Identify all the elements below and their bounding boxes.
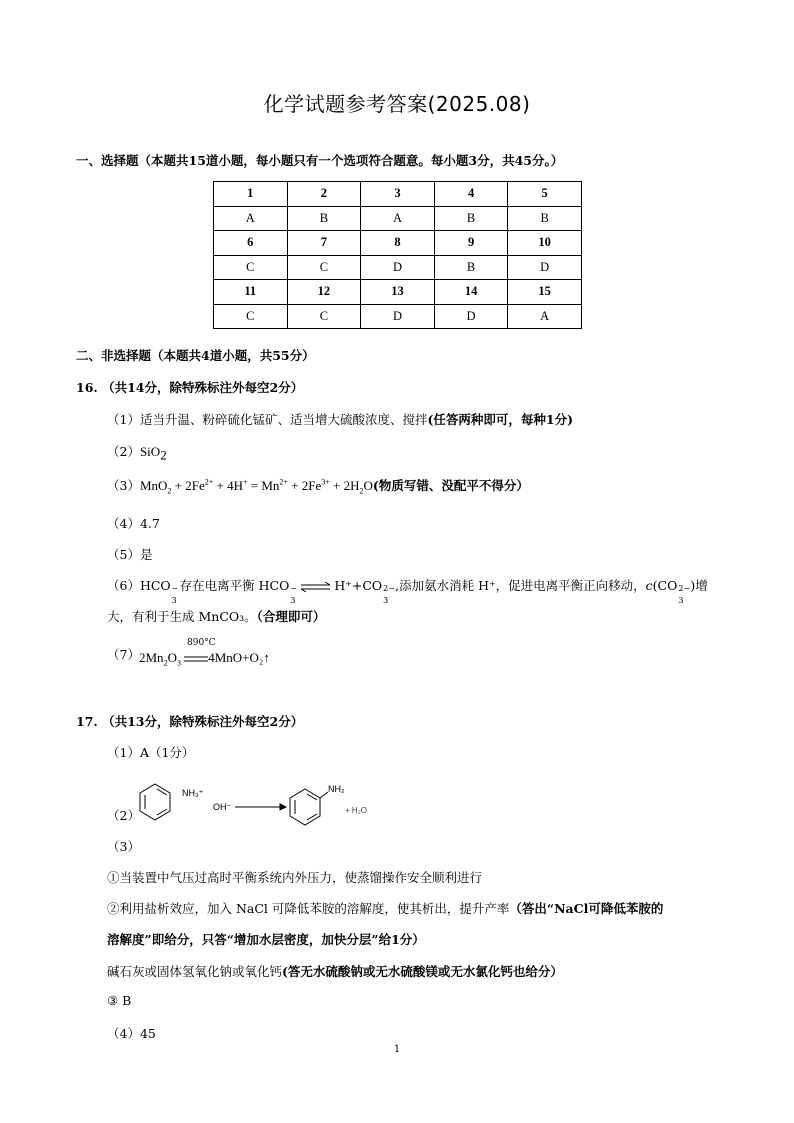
question-number-row	[214, 182, 582, 207]
q16-a7-lhs: 2Mn	[139, 650, 164, 665]
q17-dry-note: (答无水硫酸钠或无水硫酸镁或无水氯化钙也给分）	[282, 964, 563, 979]
q16-answer-1	[107, 410, 573, 428]
equals-sign-icon	[184, 655, 208, 663]
question-number-cell: 10	[508, 231, 582, 256]
q17-answer-3-1: ①当装置中气压过高时平衡系统内外压力，使蒸馏操作安全顺利进行	[107, 870, 483, 885]
q16-answer-5: （5）是	[107, 547, 153, 562]
q16-a6-co3-open: (CO	[652, 578, 678, 593]
q16-a3-label: （3）	[107, 478, 140, 493]
q16-a2-formula: SiO	[139, 444, 161, 459]
product-nh2-label: NH₂	[328, 784, 345, 794]
q16-answer-2	[107, 442, 167, 464]
q17-answer-drying-agent	[107, 962, 563, 980]
page-title: 化学试题参考答案(2025.08)	[263, 92, 531, 116]
answer-cell: A	[508, 304, 582, 329]
q16-a6-increase: )增	[690, 578, 708, 593]
q16-answer-3	[107, 476, 529, 496]
q16-a6-explanation: ,添加氨水消耗 H⁺，促进电离平衡正向移动，	[395, 578, 646, 593]
answer-row	[214, 206, 582, 231]
answer-row	[214, 255, 582, 280]
section2-heading: 二、非选择题（本题共4道小题，共55分）	[76, 348, 315, 363]
question-number-cell: 9	[434, 231, 508, 256]
question-number-row	[214, 231, 582, 256]
section1-heading: 一、选择题（本题共15道小题，每小题只有一个选项符合题意。每小题3分，共45分。）	[76, 153, 564, 168]
reaction-scheme-figure	[135, 776, 385, 836]
q16-a2-label: （2）	[107, 444, 140, 459]
q16-a6-line2-text: 大，有利于生成 MnCO₃。	[107, 609, 257, 624]
q17-answer-3-label: （3）	[107, 839, 140, 854]
q16-a6-note: （合理即可）	[256, 609, 326, 624]
reactant-oh-label: OH⁻	[213, 802, 232, 812]
q17-a3-2-note-a: （答出“NaCl可降低苯胺的	[509, 901, 664, 916]
q16-answer-7-label: （7）	[107, 647, 140, 662]
page-number: 1	[393, 1044, 401, 1055]
question-number-cell: 7	[287, 231, 361, 256]
q16-a3-equation: $MnO_2 + 2Fe^{2+} + 4H^+ = Mn^{2+} + 2Fe^{3+} + 2H_2O$	[139, 477, 373, 496]
question-number-row	[214, 280, 582, 305]
q16-a7-rhs: 4MnO+O₂↑	[208, 650, 270, 665]
equilibrium-arrow-icon	[300, 582, 332, 592]
q17-heading: 17. （共13分，除特殊标注外每空2分）	[76, 714, 304, 729]
question-number-cell: 6	[214, 231, 288, 256]
benzene-ring-reactant-icon	[140, 784, 170, 820]
question-number-cell: 8	[361, 231, 435, 256]
question-number-cell: 15	[508, 280, 582, 305]
answer-cell: C	[287, 255, 361, 280]
question-number-cell: 4	[434, 182, 508, 207]
question-number-cell: 2	[287, 182, 361, 207]
question-number-cell: 1	[214, 182, 288, 207]
q16-heading: 16. （共14分，除特殊标注外每空2分）	[76, 380, 304, 395]
product-water-label: + H₂O	[345, 806, 367, 815]
q16-a6-hco3: （6）HCO	[107, 578, 171, 593]
answer-cell: C	[214, 304, 288, 329]
reaction-arrow-icon	[235, 804, 286, 810]
answer-cell: C	[287, 304, 361, 329]
answer-cell: A	[214, 206, 288, 231]
answer-cell: D	[434, 304, 508, 329]
answer-cell: A	[361, 206, 435, 231]
q16-answer-4: （4）4.7	[107, 516, 160, 531]
q17-answer-4: （4）45	[107, 1026, 156, 1041]
answer-cell: B	[508, 206, 582, 231]
answer-cell: B	[434, 206, 508, 231]
q17-answer-3-2-line1	[107, 899, 663, 917]
question-number-cell: 14	[434, 280, 508, 305]
q16-a6-concentration-symbol: c	[645, 578, 653, 593]
reactant-nh3-label: NH₃⁺	[182, 788, 204, 798]
q16-a7-condition: 890°C	[187, 638, 216, 648]
q17-answer-2-label: （2）	[107, 808, 140, 823]
answer-cell: C	[214, 255, 288, 280]
q16-answer-7-equation: $2Mn_2O_3$ 4MnO+O₂↑	[139, 650, 270, 668]
q16-a6-products: H⁺+CO	[334, 578, 383, 593]
answer-cell: D	[361, 255, 435, 280]
q16-a2-sub: 2	[160, 447, 167, 463]
q17-a3-2-text: ②利用盐析效应，加入 NaCl 可降低苯胺的溶解度，使其析出，提升产率	[107, 901, 510, 916]
q16-a1-note: (任答两种即可，每种1分)	[427, 412, 573, 427]
q16-a3-note: (物质写错、没配平不得分）	[372, 478, 529, 493]
answer-cell: D	[508, 255, 582, 280]
question-number-cell: 13	[361, 280, 435, 305]
q16-answer-6-line1: （6）HCO − 3 存在电离平衡 HCO − 3 H⁺+CO 2− 3 ,添加氨水消耗 H⁺，促进电离平衡正向移动，c(CO 2− 3 )增	[107, 578, 708, 605]
answer-row	[214, 304, 582, 329]
q17-answer-3-3: ③ B	[107, 993, 132, 1008]
q17-answer-1: （1）A（1分）	[107, 745, 195, 760]
question-number-cell: 3	[361, 182, 435, 207]
answer-cell: D	[361, 304, 435, 329]
question-number-cell: 11	[214, 280, 288, 305]
answer-cell: B	[287, 206, 361, 231]
q17-dry-text: 碱石灰或固体氢氧化钠或氧化钙	[107, 964, 283, 979]
answer-table	[213, 181, 582, 329]
q16-a6-equilibrium-text: 存在电离平衡 HCO	[179, 578, 290, 593]
benzene-ring-product-icon	[290, 789, 328, 825]
answer-cell: B	[434, 255, 508, 280]
q17-answer-3-2-line2: 溶解度”即给分，只答“增加水层密度，加快分层”给1分）	[107, 932, 425, 947]
q16-answer-6-line2	[107, 607, 325, 625]
question-number-cell: 5	[508, 182, 582, 207]
question-number-cell: 12	[287, 280, 361, 305]
q16-a1-text: （1）适当升温、粉碎硫化锰矿、适当增大硫酸浓度、搅拌	[107, 412, 428, 427]
